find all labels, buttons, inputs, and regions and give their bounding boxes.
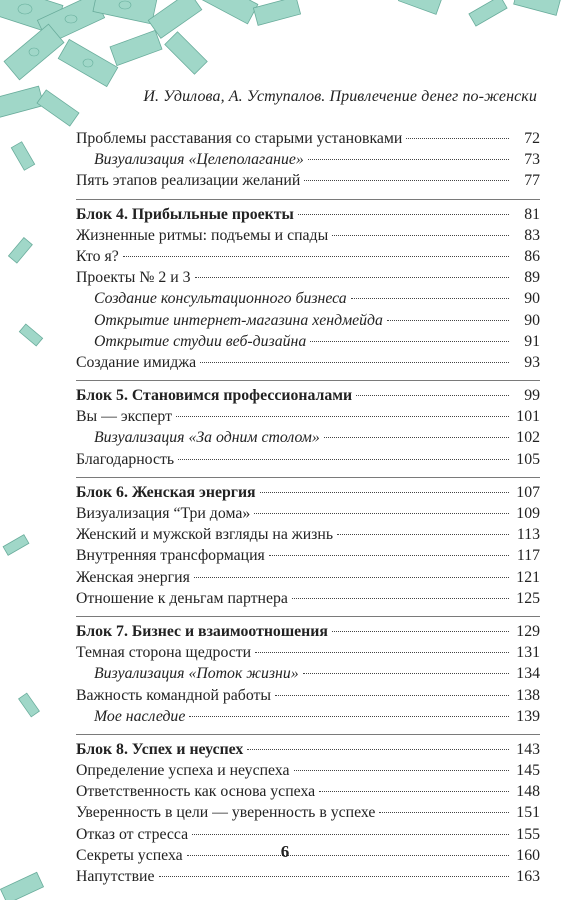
toc-entry (76, 526, 540, 547)
toc-entry (76, 269, 540, 290)
toc-sub-entry (76, 429, 540, 450)
toc-entry-page: 101 (516, 408, 540, 426)
toc-entry-title: Создание имиджа (76, 353, 197, 371)
toc-entry (76, 644, 540, 665)
dot-leader (406, 138, 509, 139)
dot-leader (269, 555, 509, 556)
toc-block-heading (76, 741, 540, 762)
toc-entry (76, 590, 540, 611)
dot-leader (303, 673, 509, 674)
toc-entry-page: 148 (516, 783, 540, 801)
dot-leader (387, 320, 509, 321)
toc-entry (76, 130, 540, 151)
dot-leader (304, 180, 509, 181)
toc-entry-page: 102 (516, 429, 540, 447)
section-divider (76, 477, 540, 478)
toc-entry (76, 783, 540, 804)
toc-block-heading (76, 387, 540, 408)
dot-leader (255, 652, 509, 653)
toc-entry-page: 77 (524, 172, 540, 190)
dot-leader (319, 791, 509, 792)
dot-leader (332, 235, 509, 236)
toc-entry-page: 91 (524, 332, 540, 350)
toc-entry-title: Открытие интернет-магазина хендмейда (94, 311, 383, 329)
toc-entry-title: Важность командной работы (76, 686, 272, 704)
toc-entry-page: 163 (516, 868, 540, 885)
toc-entry-page: 134 (516, 665, 540, 683)
toc-entry (76, 569, 540, 590)
dot-leader (337, 534, 509, 535)
toc-entry-title: Блок 7. Бизнес и взаимоотношения (76, 622, 328, 640)
dot-leader (159, 876, 510, 877)
toc-entry-page: 72 (524, 130, 540, 147)
toc-entry-title: Отношение к деньгам партнера (76, 589, 288, 607)
toc-sub-entry (76, 151, 540, 172)
toc-entry-title: Пять этапов реализации желаний (76, 172, 301, 190)
dot-leader (310, 341, 509, 342)
toc-entry-page: 86 (524, 247, 540, 265)
toc-entry-title: Женская энергия (76, 568, 190, 586)
page-number: 6 (280, 842, 290, 861)
toc-entry-title: Темная сторона щедрости (76, 644, 252, 662)
dot-leader (189, 716, 509, 717)
toc-entry-title: Жизненные ритмы: подъемы и спады (76, 226, 329, 244)
toc-block-heading (76, 484, 540, 505)
toc-sub-entry (76, 708, 540, 729)
toc-entry-title: Визуализация “Три дома» (76, 505, 251, 522)
toc-sub-entry (76, 333, 540, 354)
toc-entry-page: 125 (516, 589, 540, 607)
toc-entry (76, 687, 540, 708)
dot-leader (178, 459, 509, 460)
section-divider (76, 199, 540, 200)
dot-leader (200, 362, 509, 363)
toc-entry (76, 547, 540, 568)
toc-entry (76, 868, 540, 889)
toc-entry-title: Вы — эксперт (76, 408, 172, 426)
dot-leader (176, 416, 509, 417)
toc-entry-page: 109 (516, 505, 540, 522)
dot-leader (379, 812, 509, 813)
toc-sub-entry (76, 290, 540, 311)
dot-leader (275, 695, 509, 696)
toc-entry-page: 129 (516, 622, 540, 640)
toc-entry-page: 143 (516, 740, 540, 758)
toc-entry-page: 160 (516, 846, 540, 864)
toc-entry-title: Определение успеха и неуспеха (76, 762, 290, 780)
toc-entry (76, 762, 540, 783)
dot-leader (247, 749, 509, 750)
dot-leader (260, 492, 509, 493)
toc-entry-page: 121 (516, 568, 540, 586)
dot-leader (298, 214, 509, 215)
toc-entry (76, 227, 540, 248)
dot-leader (308, 159, 509, 160)
toc-entry-title: Отказ от стресса (76, 825, 189, 843)
toc-entry-title: Мое наследие (94, 707, 186, 725)
dot-leader (324, 437, 509, 438)
toc-entry-title: Визуализация «Поток жизни» (94, 665, 299, 683)
toc-entry-title: Блок 6. Женская энергия (76, 483, 256, 501)
section-divider (76, 616, 540, 617)
toc-entry-title: Секреты успеха (76, 846, 183, 864)
toc-entry-page: 113 (516, 526, 540, 544)
dot-leader (332, 631, 509, 632)
toc-entry-title: Проблемы расставания со старыми установками (76, 130, 403, 147)
toc-entry-page: 138 (516, 686, 540, 704)
toc-entry-page: 81 (524, 205, 540, 223)
toc-entry-page: 145 (516, 762, 540, 780)
toc-entry-title: Благодарность (76, 450, 175, 468)
toc-entry-page: 107 (516, 483, 540, 501)
toc-entry (76, 451, 540, 472)
running-header: И. Удилова, А. Уступалов. Привлечение денег по-женски (143, 88, 537, 105)
toc-entry-page: 90 (524, 311, 540, 329)
toc-entry-page: 93 (524, 353, 540, 371)
toc-entry-title: Проекты № 2 и 3 (76, 269, 191, 287)
dot-leader (356, 395, 509, 396)
section-divider (76, 734, 540, 735)
toc-entry-title: Блок 5. Становимся профессионалами (76, 387, 353, 405)
dot-leader (294, 770, 509, 771)
dot-leader (351, 298, 509, 299)
toc-entry-page: 90 (524, 290, 540, 308)
toc-entry-page: 151 (516, 804, 540, 822)
toc-entry-page: 73 (524, 151, 540, 169)
toc-entry-title: Кто я? (76, 247, 119, 265)
toc-entry (76, 804, 540, 825)
toc-entry-title: Блок 8. Успех и неуспех (76, 740, 244, 758)
toc-block-heading (76, 206, 540, 227)
dot-leader (194, 577, 509, 578)
toc-entry-title: Внутренняя трансформация (76, 547, 265, 565)
toc-entry-page: 131 (516, 644, 540, 662)
dot-leader (123, 256, 509, 257)
section-divider (76, 380, 540, 381)
toc-entry-title: Визуализация «За одним столом» (94, 429, 320, 447)
toc-block-heading (76, 623, 540, 644)
toc-sub-entry (76, 665, 540, 686)
toc-entry-page: 155 (516, 825, 540, 843)
table-of-contents (76, 130, 540, 889)
toc-entry (76, 172, 540, 193)
toc-entry-page: 83 (524, 226, 540, 244)
dot-leader (292, 598, 509, 599)
toc-sub-entry (76, 312, 540, 333)
toc-entry-page: 89 (524, 269, 540, 287)
toc-entry-title: Уверенность в цели — уверенность в успехе (76, 804, 376, 822)
dot-leader (254, 513, 509, 514)
toc-entry-page: 139 (516, 707, 540, 725)
toc-entry-title: Блок 4. Прибыльные проекты (76, 205, 294, 223)
toc-entry-title: Женский и мужской взгляды на жизнь (76, 526, 334, 544)
toc-entry-title: Ответственность как основа успеха (76, 783, 316, 801)
toc-entry-page: 99 (524, 387, 540, 405)
toc-entry (76, 505, 540, 526)
toc-entry (76, 248, 540, 269)
dot-leader (192, 834, 509, 835)
toc-entry-title: Визуализация «Целеполагание» (94, 151, 304, 169)
toc-entry-page: 117 (516, 547, 540, 565)
toc-entry (76, 354, 540, 375)
dot-leader (195, 277, 509, 278)
toc-entry-title: Напутствие (76, 868, 155, 885)
toc-entry (76, 408, 540, 429)
toc-entry-page: 105 (516, 450, 540, 468)
toc-entry-title: Открытие студии веб-дизайна (94, 332, 307, 350)
toc-entry-title: Создание консультационного бизнеса (94, 290, 347, 308)
